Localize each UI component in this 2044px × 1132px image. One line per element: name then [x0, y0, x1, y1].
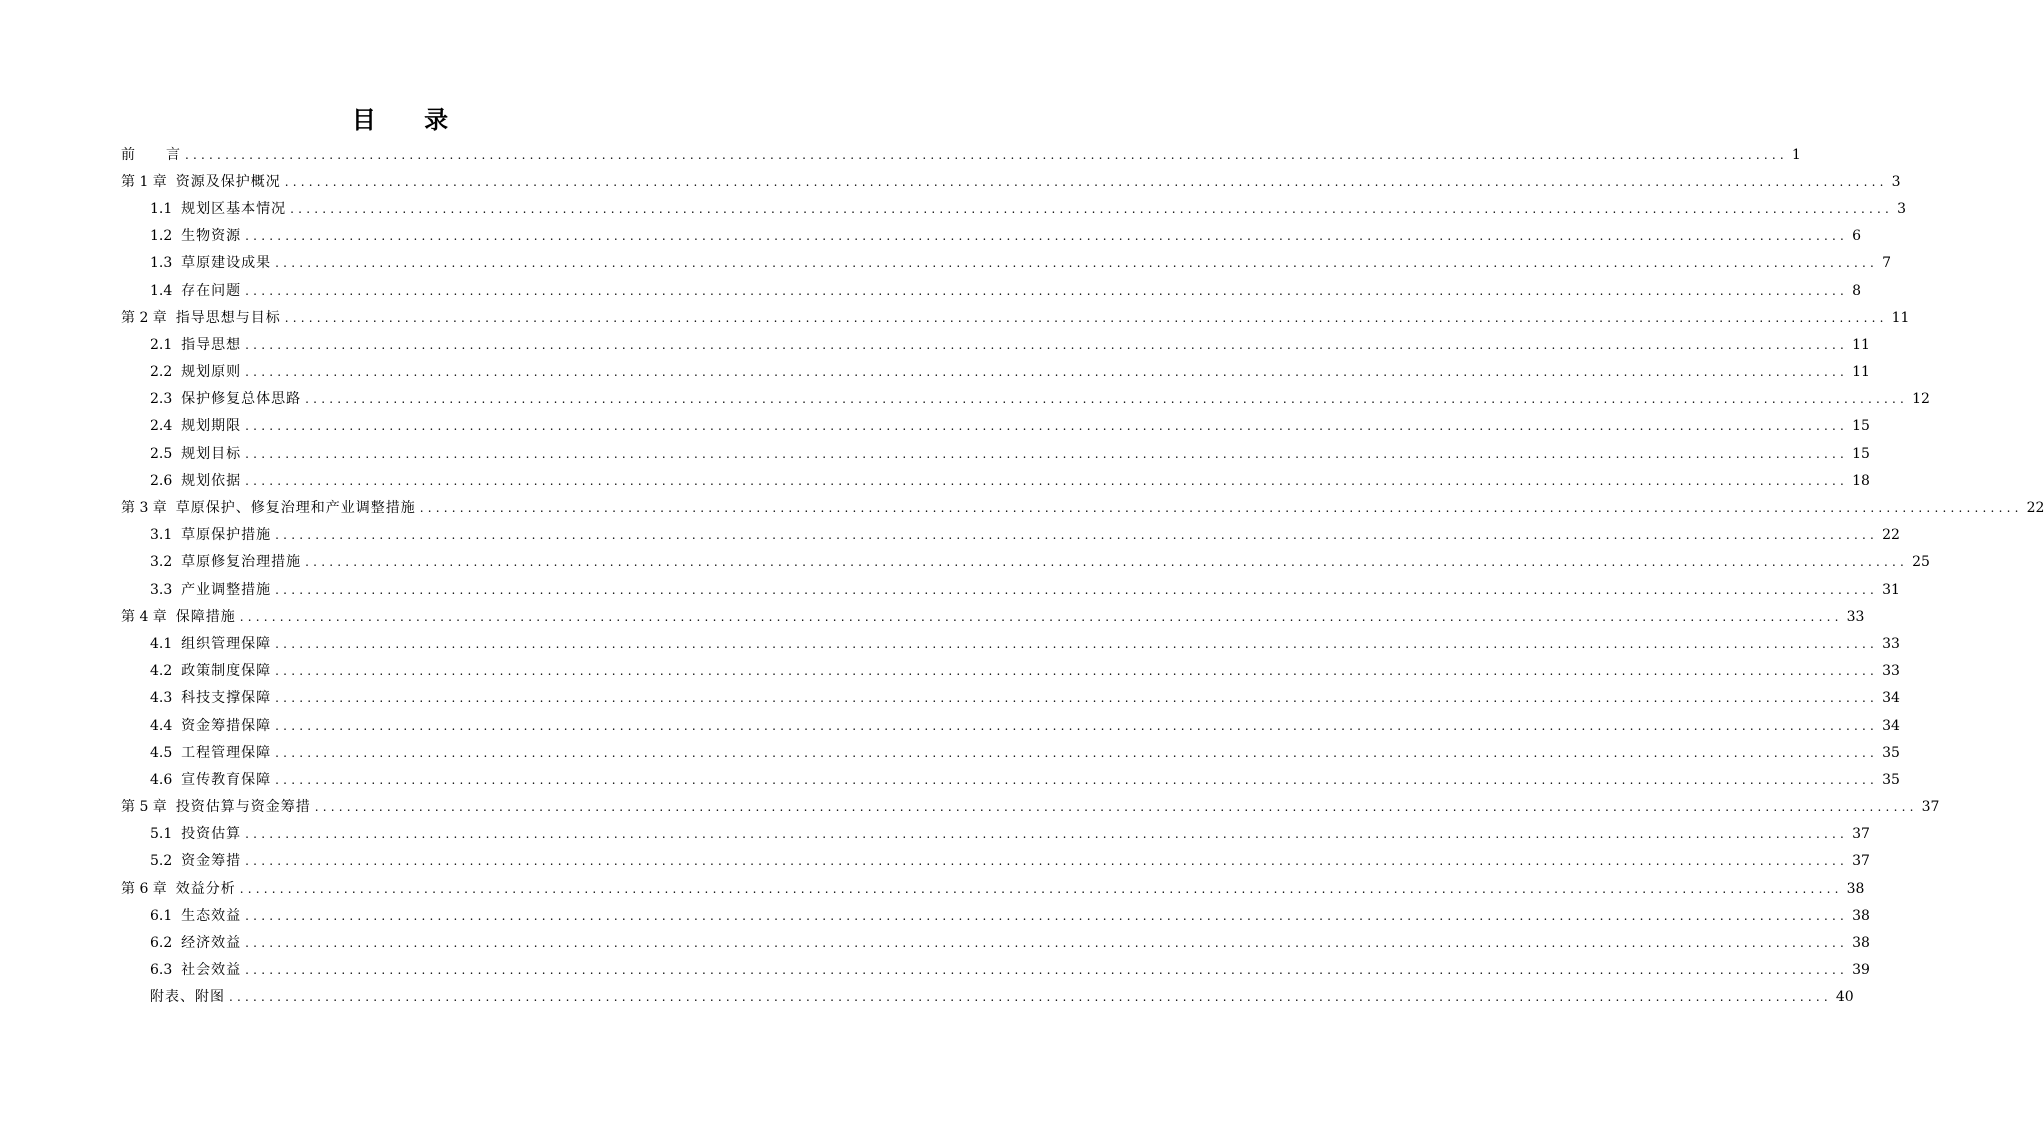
toc-dot-leader: ........................................................................................................................................................................................................ — [275, 772, 1879, 787]
toc-entry-label: 效益分析 — [175, 880, 236, 897]
toc-entry[interactable] — [0, 522, 1900, 549]
toc-entry-number: 5.2 — [150, 853, 182, 870]
toc-entry-label: 社会效益 — [181, 962, 242, 979]
toc-entry[interactable] — [0, 929, 1870, 956]
toc-entry-page-number: 11 — [1852, 336, 1870, 353]
toc-entry-label: 规划期限 — [181, 418, 242, 435]
toc-entry[interactable] — [0, 440, 1870, 467]
toc-entry-number: 3.1 — [150, 527, 182, 544]
toc-dot-leader: ........................................................................................................................................................................................................ — [245, 446, 1849, 461]
toc-entry-number: 4.6 — [150, 771, 182, 788]
toc-dot-leader: ........................................................................................................................................................................................................ — [245, 908, 1849, 923]
toc-entry-label: 工程管理保障 — [181, 744, 272, 761]
toc-entry[interactable] — [0, 549, 1930, 576]
toc-entry-label: 资源及保护概况 — [175, 173, 281, 190]
toc-dot-leader: ........................................................................................................................................................................................................ — [284, 310, 1888, 325]
toc-entry-page-number: 35 — [1882, 771, 1900, 788]
toc-entry-label: 规划依据 — [181, 472, 242, 489]
toc-entry-label: 产业调整措施 — [181, 581, 272, 598]
toc-entry-page-number: 37 — [1921, 799, 1940, 816]
toc-entry-label: 投资估算 — [181, 826, 242, 843]
toc-entry-number: 第 3 章 — [121, 500, 176, 517]
toc-entry-page-number: 22 — [2026, 500, 2044, 517]
toc-entry-page-number: 34 — [1882, 717, 1900, 734]
toc-dot-leader: ........................................................................................................................................................................................................ — [245, 936, 1849, 951]
toc-entry-number: 第 1 章 — [121, 173, 176, 190]
toc-entry[interactable] — [0, 603, 1865, 630]
toc-entry[interactable] — [0, 739, 1900, 766]
toc-entry-label: 存在问题 — [181, 282, 242, 299]
toc-entry-number: 4.2 — [150, 663, 182, 680]
toc-entry-page-number: 35 — [1882, 744, 1900, 761]
toc-entry[interactable] — [0, 359, 1870, 386]
toc-entry-label: 前 言 — [121, 146, 181, 163]
toc-dot-leader: ........................................................................................................................................................................................................ — [245, 365, 1849, 380]
toc-entry[interactable] — [0, 494, 2044, 521]
toc-entry-page-number: 11 — [1891, 309, 1910, 326]
toc-dot-leader: ........................................................................................................................................................................................................ — [185, 147, 1788, 162]
toc-entry-number: 6.1 — [150, 907, 182, 924]
toc-entry-page-number: 33 — [1846, 608, 1865, 625]
toc-entry[interactable] — [0, 766, 1900, 793]
toc-entry-page-number: 1 — [1791, 146, 1801, 163]
toc-entry-page-number: 40 — [1835, 989, 1854, 1006]
table-of-contents — [0, 141, 2044, 1011]
toc-entry-page-number: 25 — [1912, 554, 1930, 571]
toc-entry-number: 3.2 — [150, 554, 182, 571]
toc-entry-label: 保护修复总体思路 — [181, 391, 302, 408]
toc-entry-number: 第 4 章 — [121, 608, 176, 625]
toc-entry[interactable] — [0, 413, 1870, 440]
toc-entry-number: 1.1 — [150, 200, 182, 217]
toc-entry-page-number: 38 — [1846, 880, 1865, 897]
toc-dot-leader: ........................................................................................................................................................................................................ — [239, 609, 1843, 624]
toc-entry-label: 草原修复治理措施 — [181, 554, 302, 571]
toc-entry-number: 6.3 — [150, 962, 182, 979]
toc-entry-number: 1.3 — [150, 255, 182, 272]
toc-entry-number: 第 6 章 — [121, 880, 176, 897]
toc-entry-label: 规划原则 — [181, 364, 242, 381]
toc-entry[interactable] — [0, 658, 1900, 685]
toc-entry-label: 指导思想 — [181, 336, 242, 353]
toc-entry-number: 2.5 — [150, 445, 182, 462]
toc-entry-page-number: 39 — [1852, 962, 1870, 979]
toc-dot-leader: ........................................................................................................................................................................................................ — [245, 963, 1849, 978]
toc-entry-number: 6.2 — [150, 935, 182, 952]
toc-entry-page-number: 34 — [1882, 690, 1900, 707]
toc-entry[interactable] — [0, 957, 1870, 984]
toc-dot-leader: ........................................................................................................................................................................................................ — [284, 174, 1888, 189]
toc-entry-page-number: 11 — [1852, 364, 1870, 381]
toc-entry[interactable] — [0, 168, 1901, 195]
toc-entry-label: 附表、附图 — [150, 989, 225, 1006]
toc-dot-leader: ........................................................................................................................................................................................................ — [275, 745, 1879, 760]
toc-dot-leader: ........................................................................................................................................................................................................ — [245, 854, 1849, 869]
toc-entry-page-number: 33 — [1882, 635, 1900, 652]
toc-entry-page-number: 3 — [1891, 173, 1901, 190]
toc-dot-leader: ........................................................................................................................................................................................................ — [245, 473, 1849, 488]
toc-entry-number: 4.4 — [150, 717, 182, 734]
toc-entry-label: 草原建设成果 — [181, 255, 272, 272]
toc-entry-page-number: 37 — [1852, 853, 1870, 870]
toc-entry-page-number: 12 — [1912, 391, 1930, 408]
toc-entry[interactable] — [0, 386, 1930, 413]
toc-entry-label: 宣传教育保障 — [181, 771, 272, 788]
toc-dot-leader: ........................................................................................................................................................................................................ — [314, 800, 1918, 815]
toc-entry[interactable] — [0, 576, 1900, 603]
toc-entry-number: 4.1 — [150, 635, 182, 652]
toc-entry-page-number: 8 — [1852, 282, 1861, 299]
toc-dot-leader: ........................................................................................................................................................................................................ — [275, 691, 1879, 706]
toc-entry-label: 生态效益 — [181, 907, 242, 924]
toc-dot-leader: ........................................................................................................................................................................................................ — [275, 528, 1879, 543]
toc-entry[interactable] — [0, 141, 1801, 168]
toc-entry-page-number: 22 — [1882, 527, 1900, 544]
toc-entry-page-number: 38 — [1852, 935, 1870, 952]
toc-entry-number: 2.3 — [150, 391, 182, 408]
toc-entry-label: 政策制度保障 — [181, 663, 272, 680]
toc-dot-leader: ........................................................................................................................................................................................................ — [275, 636, 1879, 651]
toc-entry-label: 草原保护措施 — [181, 527, 272, 544]
toc-entry[interactable] — [0, 195, 1906, 222]
toc-dot-leader: ........................................................................................................................................................................................................ — [229, 990, 1832, 1005]
toc-entry[interactable] — [0, 875, 1865, 902]
toc-entry[interactable] — [0, 984, 1854, 1011]
toc-entry[interactable] — [0, 331, 1870, 358]
toc-entry-label: 生物资源 — [181, 228, 242, 245]
toc-entry-label: 组织管理保障 — [181, 635, 272, 652]
toc-dot-leader: ........................................................................................................................................................................................................ — [290, 201, 1894, 216]
toc-entry-page-number: 37 — [1852, 826, 1870, 843]
toc-entry-page-number: 33 — [1882, 663, 1900, 680]
toc-entry-page-number: 3 — [1897, 200, 1906, 217]
toc-entry[interactable] — [0, 902, 1870, 929]
toc-entry-number: 1.4 — [150, 282, 182, 299]
toc-entry-page-number: 18 — [1852, 472, 1870, 489]
toc-entry[interactable] — [0, 467, 1870, 494]
toc-entry-number: 1.2 — [150, 228, 182, 245]
toc-dot-leader: ........................................................................................................................................................................................................ — [245, 827, 1849, 842]
toc-entry-label: 指导思想与目标 — [175, 309, 281, 326]
toc-entry-page-number: 7 — [1882, 255, 1891, 272]
toc-entry-number: 第 2 章 — [121, 309, 176, 326]
toc-entry-label: 规划区基本情况 — [181, 200, 287, 217]
toc-entry[interactable] — [0, 630, 1900, 657]
toc-entry[interactable] — [0, 250, 1891, 277]
toc-entry-number: 4.3 — [150, 690, 182, 707]
toc-entry[interactable] — [0, 821, 1870, 848]
toc-entry[interactable] — [0, 223, 1861, 250]
toc-dot-leader: ........................................................................................................................................................................................................ — [239, 881, 1843, 896]
toc-entry[interactable] — [0, 304, 1910, 331]
toc-entry-page-number: 15 — [1852, 445, 1870, 462]
toc-dot-leader: ........................................................................................................................................................................................................ — [275, 256, 1879, 271]
toc-entry-label: 科技支撑保障 — [181, 690, 272, 707]
toc-dot-leader: ........................................................................................................................................................................................................ — [245, 419, 1849, 434]
toc-dot-leader: ........................................................................................................................................................................................................ — [305, 555, 1909, 570]
toc-dot-leader: ........................................................................................................................................................................................................ — [245, 283, 1849, 298]
toc-entry-label: 经济效益 — [181, 935, 242, 952]
page-title: 目 录 — [351, 106, 469, 134]
toc-entry-label: 投资估算与资金筹措 — [175, 799, 311, 816]
toc-entry-number: 第 5 章 — [121, 799, 176, 816]
toc-entry-number: 4.5 — [150, 744, 182, 761]
toc-entry-page-number: 31 — [1882, 581, 1900, 598]
toc-dot-leader: ........................................................................................................................................................................................................ — [245, 337, 1849, 352]
toc-entry-label: 资金筹措保障 — [181, 717, 272, 734]
toc-entry-number: 2.2 — [150, 364, 182, 381]
toc-dot-leader: ........................................................................................................................................................................................................ — [275, 582, 1879, 597]
toc-entry-number: 5.1 — [150, 826, 182, 843]
toc-dot-leader: ........................................................................................................................................................................................................ — [275, 718, 1879, 733]
toc-entry[interactable] — [0, 848, 1870, 875]
toc-entry-page-number: 6 — [1852, 228, 1861, 245]
toc-dot-leader: ........................................................................................................................................................................................................ — [305, 392, 1909, 407]
toc-entry[interactable] — [0, 794, 1940, 821]
toc-entry-number: 2.4 — [150, 418, 182, 435]
toc-entry[interactable] — [0, 277, 1861, 304]
toc-entry-label: 保障措施 — [175, 608, 236, 625]
toc-entry[interactable] — [0, 712, 1900, 739]
toc-entry-number: 2.1 — [150, 336, 182, 353]
toc-entry-label: 草原保护、修复治理和产业调整措施 — [175, 500, 416, 517]
toc-dot-leader: ........................................................................................................................................................................................................ — [419, 501, 2023, 516]
toc-entry-page-number: 15 — [1852, 418, 1870, 435]
toc-entry-number: 3.3 — [150, 581, 182, 598]
toc-dot-leader: ........................................................................................................................................................................................................ — [275, 664, 1879, 679]
toc-entry[interactable] — [0, 685, 1900, 712]
toc-entry-page-number: 38 — [1852, 907, 1870, 924]
toc-entry-label: 规划目标 — [181, 445, 242, 462]
toc-dot-leader: ........................................................................................................................................................................................................ — [245, 229, 1849, 244]
toc-entry-label: 资金筹措 — [181, 853, 242, 870]
toc-entry-number: 2.6 — [150, 472, 182, 489]
